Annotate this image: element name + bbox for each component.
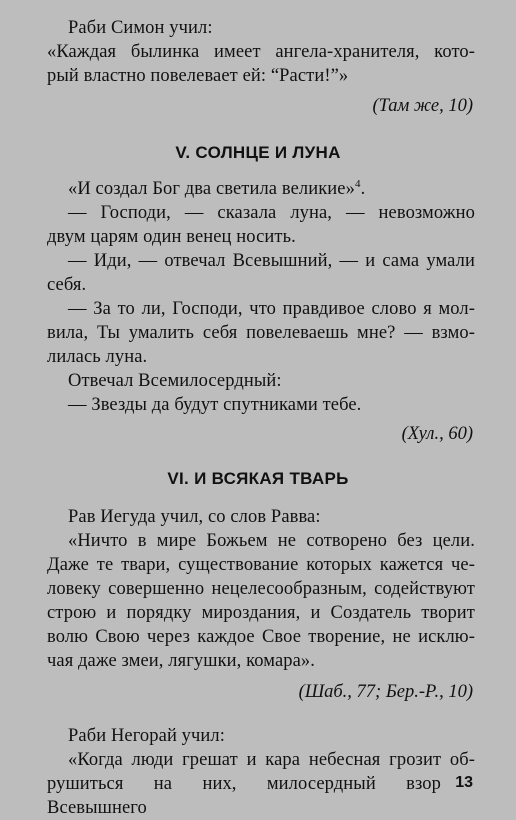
paragraph-line: Рав Иегуда учил, со слов Равва: — [68, 507, 321, 527]
quote-punctuation: . — [360, 179, 366, 199]
paragraph-line: Раби Симон учил: — [68, 18, 213, 38]
paragraph-line: строю и порядку мироздания, и Создатель творит — [47, 603, 475, 623]
paragraph-line: Отвечал Всемилосердный: — [68, 371, 282, 391]
section-heading: V. СОЛНЦЕ И ЛУНА — [175, 143, 341, 162]
page-number: 13 — [455, 774, 473, 791]
paragraph-line: ловеку совершенно нецелесообразным, содействуют — [47, 579, 475, 599]
paragraph-line: «Ничто в мире Божьем не сотворено без цели. — [68, 531, 475, 551]
source-citation: (Там же, 10) — [372, 96, 473, 116]
paragraph-line: — Иди, — отвечал Всевышний, — и сама умали — [68, 251, 475, 271]
paragraph-line: волю Свою через каждое Свое творение, не исклю- — [47, 627, 475, 647]
paragraph-line: рушиться на них, милосердный взор Всевышнего — [47, 774, 441, 818]
paragraph-line: вила, Ты умалить себя повелеваешь мне? — взмо- — [47, 323, 475, 343]
paragraph-line: Даже те твари, существование которых кажется че- — [47, 555, 475, 575]
paragraph-line — [68, 177, 475, 201]
paragraph-line: — Господи, — сказала луна, — невозможно — [68, 203, 475, 223]
footnote-marker: 4 — [354, 177, 361, 190]
paragraph-line: — Звезды да будут спутниками тебе. — [68, 395, 362, 415]
paragraph-line: рый властно повелевает ей: “Расти!”» — [47, 66, 349, 86]
paragraph-line: себя. — [47, 275, 87, 295]
source-citation: (Хул., 60) — [401, 424, 473, 444]
paragraph-line: «Когда люди грешат и кара небесная грозит об- — [68, 750, 475, 770]
paragraph-line: двум царям один венец носить. — [47, 227, 296, 247]
paragraph-line: лилась луна. — [47, 347, 148, 367]
paragraph-line: Раби Негорай учил: — [68, 726, 225, 746]
paragraph-line: — За то ли, Господи, что правдивое слово я мол- — [68, 299, 475, 319]
paragraph-line: «Каждая былинка имеет ангела-хранителя, кото- — [47, 42, 475, 62]
section-heading: VI. И ВСЯКАЯ ТВАРЬ — [167, 469, 349, 488]
paragraph-line: чая даже змеи, лягушки, комара». — [47, 651, 315, 671]
source-citation: (Шаб., 77; Бер.-Р., 10) — [298, 682, 473, 702]
quote-text: «И создал Бог два светила великие» — [68, 179, 355, 199]
